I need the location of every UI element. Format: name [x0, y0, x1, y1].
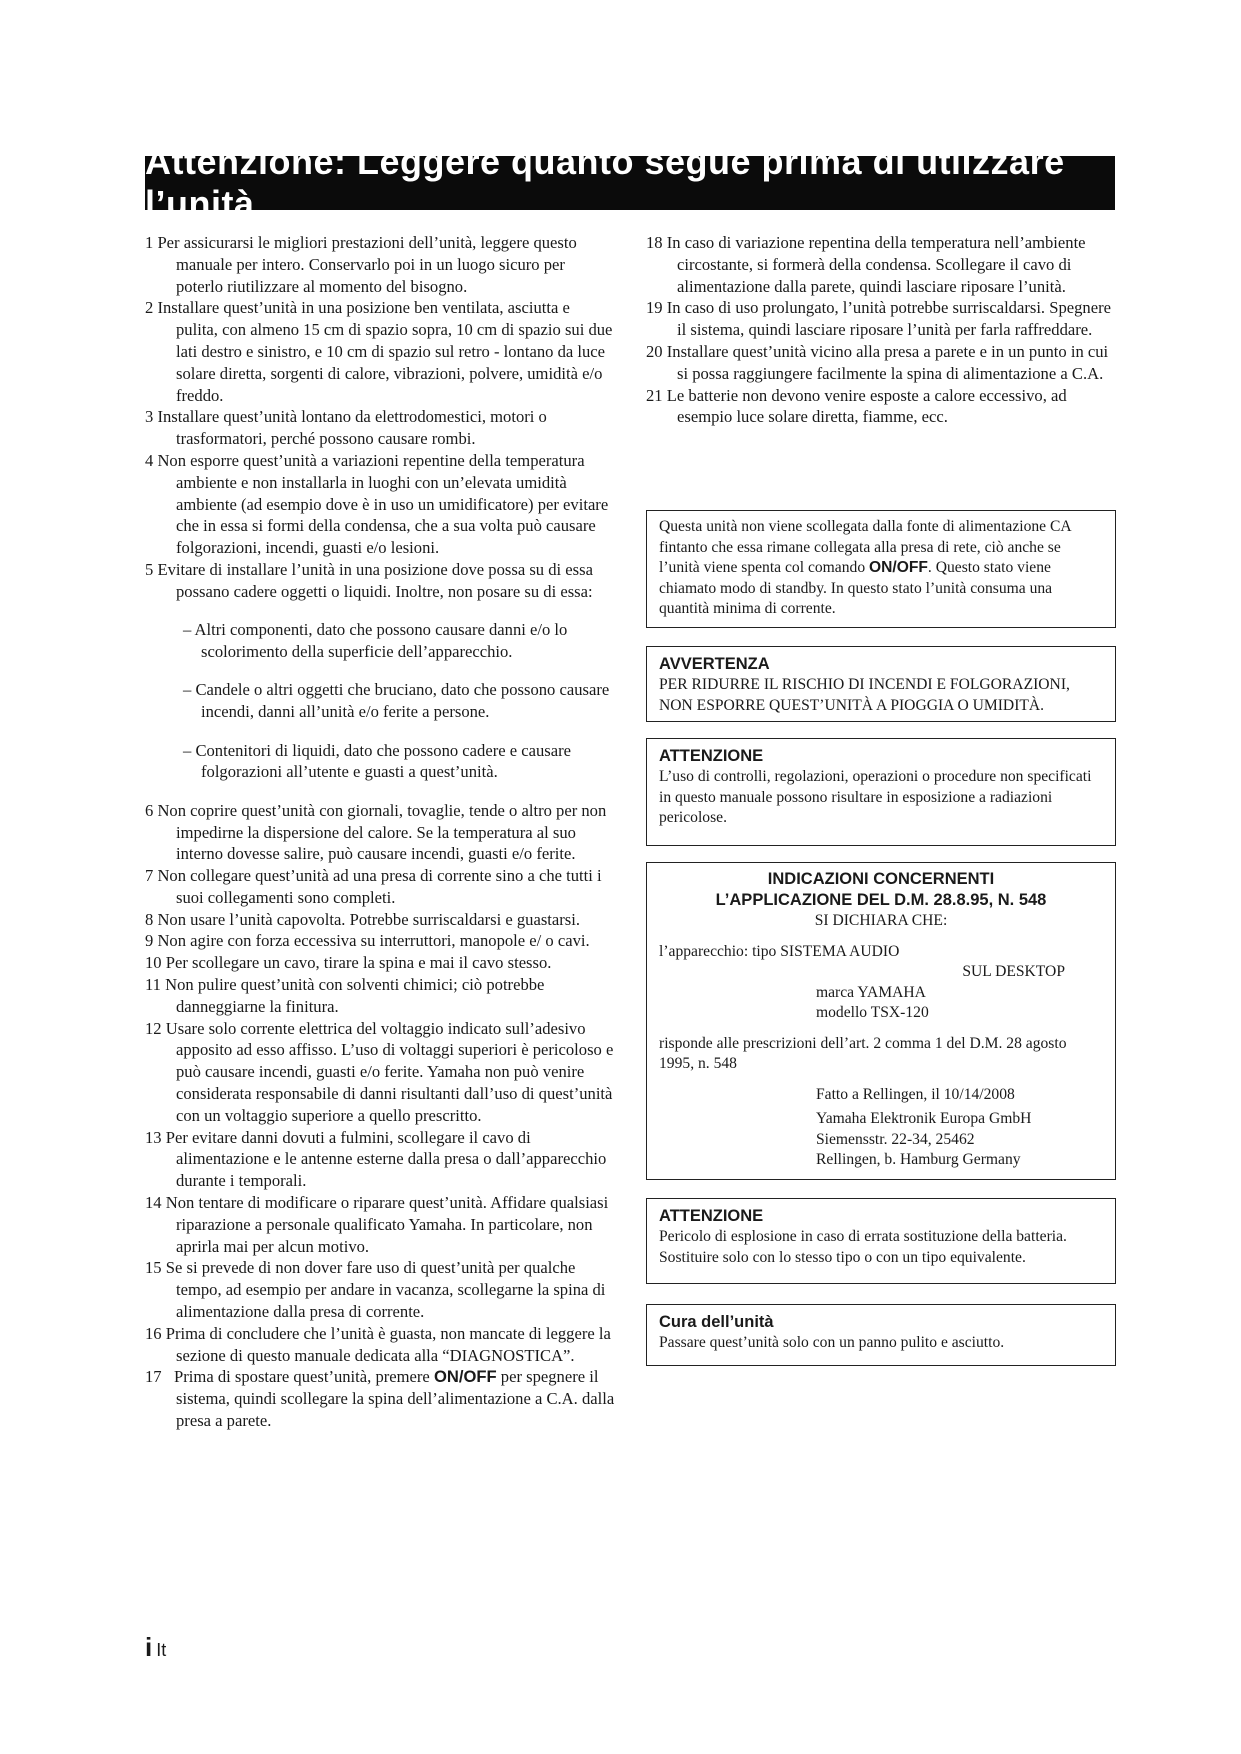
- list-item: 11 Non pulire quest’unità con solventi chimici; ciò potrebbe danneggiarne la finitura.: [145, 975, 545, 1016]
- list-item: 17 Prima di spostare quest’unità, premere ON/OFF per spegnere il sistema, quindi scollegare la spina dell’alimentazione a C.A. dalla presa a parete.: [145, 1367, 615, 1431]
- attenzione-radiation-box: [646, 738, 1116, 846]
- dm-compliance: risponde alle prescrizioni dell’art. 2 comma 1 del D.M. 28 agosto 1995, n. 548: [659, 1034, 1067, 1072]
- list-item: 13 Per evitare danni dovuti a fulmini, scollegare il cavo di alimentazione e le antenne esterne dalla presa o dall’apparecchio durante i temporali.: [145, 1127, 607, 1191]
- standby-notice-text: Questa unità non viene scollegata dalla fonte di alimentazione CA fintanto che essa rimane collegata alla presa di rete, ciò anche se l’unità viene spenta col comando ON/OFF. Questo stato viene chiamato modo di standby. In questo stato l’unità consuma una quantità minima di corrente.: [659, 518, 1071, 617]
- list-item: 6 Non coprire quest’unità con giornali, tovaglie, tende o altro per non impedirne la dispersione del calore. Se la temperatura al suo interno dovesse salire, può causare incendi, guasti e/o ferite.: [145, 800, 607, 864]
- dm-model: modello TSX-120: [816, 1004, 929, 1021]
- language-code: It: [156, 1640, 167, 1660]
- list-item: 20 Installare quest’unità vicino alla presa a parete e in un punto in cui si possa raggiungere facilmente la spina di alimentazione a C.A.: [646, 341, 1109, 383]
- dm-title-2: L’APPLICAZIONE DEL D.M. 28.8.95, N. 548: [715, 891, 1047, 909]
- list-item: 19 In caso di uso prolungato, l’unità potrebbe surriscaldarsi. Spegnere il sistema, quindi lasciare riposare l’unità per farla raffreddare.: [646, 298, 1111, 340]
- sub-list-item: – Candele o altri oggetti che bruciano, dato che possono causare incendi, danni all’unità e/o ferite a persone.: [183, 680, 610, 722]
- list-item: 5 Evitare di installare l’unità in una posizione dove possa su di essa possano cadere oggetti o liquidi. Inoltre, non posare su di essa:: [145, 559, 593, 601]
- left-column: [145, 232, 615, 1432]
- list-item: 2 Installare quest’unità in una posizione ben ventilata, asciutta e pulita, con almeno 15 cm di spazio sopra, 10 cm di spazio sui due lati destro e sinistro, e 10 cm di spazio sul retro - lontano da luce solare diretta, sorgenti di calore, vibrazioni, polvere, umidità e/o freddo.: [145, 298, 613, 405]
- attenzione-battery-box: [646, 1198, 1116, 1284]
- avvertenza-title: AVVERTENZA: [659, 655, 770, 673]
- dm-brand: marca YAMAHA: [816, 983, 926, 1001]
- list-item: 8 Non usare l’unità capovolta. Potrebbe surriscaldarsi e guastarsi.: [145, 909, 581, 929]
- cura-text: Passare quest’unità solo con un panno pulito e asciutto.: [659, 1334, 1005, 1351]
- list-item: 12 Usare solo corrente elettrica del voltaggio indicato sull’adesivo apposito ad esso affisso. L’uso di voltaggi superiori è pericoloso e può causare incendi, guasti e/o ferite. Yamaha non può venire considerata responsabile di danni risultanti dall’uso di quest’unità con un voltaggio superiore a quello prescritto.: [145, 1018, 614, 1125]
- dm-title-1: INDICAZIONI CONCERNENTI: [767, 870, 995, 888]
- standby-notice-box: [646, 510, 1116, 628]
- list-item: 1 Per assicurarsi le migliori prestazioni dell’unità, leggere questo manuale per intero. Conservarlo poi in un luogo sicuro per poterlo riutilizzare al momento del bisogno.: [145, 233, 577, 296]
- dm-device: l’apparecchio: tipo SISTEMA AUDIO: [659, 942, 900, 960]
- attenzione-text: L’uso di controlli, regolazioni, operazioni o procedure non specificati in questo manuale possono risultare in esposizione a radiazioni pericolose.: [659, 768, 1092, 826]
- dm-device-type: SUL DESKTOP: [962, 963, 1065, 980]
- sub-list-item: – Contenitori di liquidi, dato che possono cadere e causare folgorazioni all’utente e guasti a quest’unità.: [183, 740, 571, 782]
- list-item: 3 Installare quest’unità lontano da elettrodomestici, motori o trasformatori, perché possono causare rombi.: [145, 407, 547, 449]
- on-off-button-label: ON/OFF: [433, 1367, 497, 1387]
- attenzione-battery-text: Pericolo di esplosione in caso di errata sostituzione della batteria. Sostituire solo con lo stesso tipo o con un tipo equivalente.: [659, 1228, 1067, 1266]
- cura-box: [646, 1304, 1116, 1366]
- avvertenza-box: [646, 646, 1116, 722]
- dm-place-date: Fatto a Rellingen, il 10/14/2008: [816, 1085, 1015, 1103]
- dm-company: Yamaha Elektronik Europa GmbH: [816, 1110, 1032, 1127]
- list-item: 10 Per scollegare un cavo, tirare la spina e mai il cavo stesso.: [145, 953, 552, 973]
- list-item: 7 Non collegare quest’unità ad una presa di corrente sino a che tutti i suoi collegamenti sono completi.: [145, 866, 602, 907]
- attenzione-title: ATTENZIONE: [659, 747, 764, 765]
- sub-list-item: – Altri componenti, dato che possono causare danni e/o lo scolorimento della superficie dell’apparecchio.: [183, 620, 568, 661]
- attenzione-battery-title: ATTENZIONE: [659, 1207, 764, 1225]
- cura-title: Cura dell’unità: [659, 1313, 774, 1331]
- page-number: i: [145, 1632, 153, 1662]
- list-item: 4 Non esporre quest’unità a variazioni repentine della temperatura ambiente e non installarla in luoghi con un’elevata umidità ambiente (ad esempio dove è in uso un umidificatore) per evitare che in essa si formi della condensa, che a sua volta può causare folgorazioni, incendi, guasti e/o lesioni.: [145, 450, 609, 558]
- page-footer: [145, 1632, 166, 1663]
- list-item: 9 Non agire con forza eccessiva su interruttori, manopole e/ o cavi.: [145, 931, 590, 951]
- list-item: 21 Le batterie non devono venire esposte a calore eccessivo, ad esempio luce solare diretta, fiamme, ecc.: [646, 385, 1067, 427]
- right-column: [646, 232, 1116, 428]
- list-item: 18 In caso di variazione repentina della temperatura nell’ambiente circostante, si formerà della condensa. Scollegare il cavo di alimentazione dalla parete, quindi lasciare riposare l’unità.: [646, 233, 1086, 296]
- page-title: Attenzione: Leggere quanto segue prima di utilzzare l’unità.: [145, 156, 1115, 210]
- dm-street: Siemensstr. 22-34, 25462: [816, 1130, 975, 1148]
- dm-declaration-box: [646, 862, 1116, 1180]
- avvertenza-text: PER RIDURRE IL RISCHIO DI INCENDI E FOLGORAZIONI, NON ESPORRE QUEST’UNITÀ A PIOGGIA O UMIDITÀ.: [659, 676, 1070, 714]
- list-item: 15 Se si prevede di non dover fare uso di quest’unità per qualche tempo, ad esempio per andare in vacanza, scollegarne la spina di alimentazione dalla presa di corrente.: [145, 1258, 606, 1322]
- dm-subtitle: SI DICHIARA CHE:: [814, 912, 948, 929]
- dm-city: Rellingen, b. Hamburg Germany: [816, 1151, 1021, 1168]
- on-off-button-label: ON/OFF: [869, 559, 928, 576]
- list-item: 14 Non tentare di modificare o riparare quest’unità. Affidare qualsiasi riparazione a personale qualificato Yamaha. In particolare, non aprirla mai per alcun motivo.: [145, 1193, 609, 1256]
- list-item: 16 Prima di concludere che l’unità è guasta, non mancate di leggere la sezione di questo manuale dedicata alla “DIAGNOSTICA”.: [145, 1323, 611, 1365]
